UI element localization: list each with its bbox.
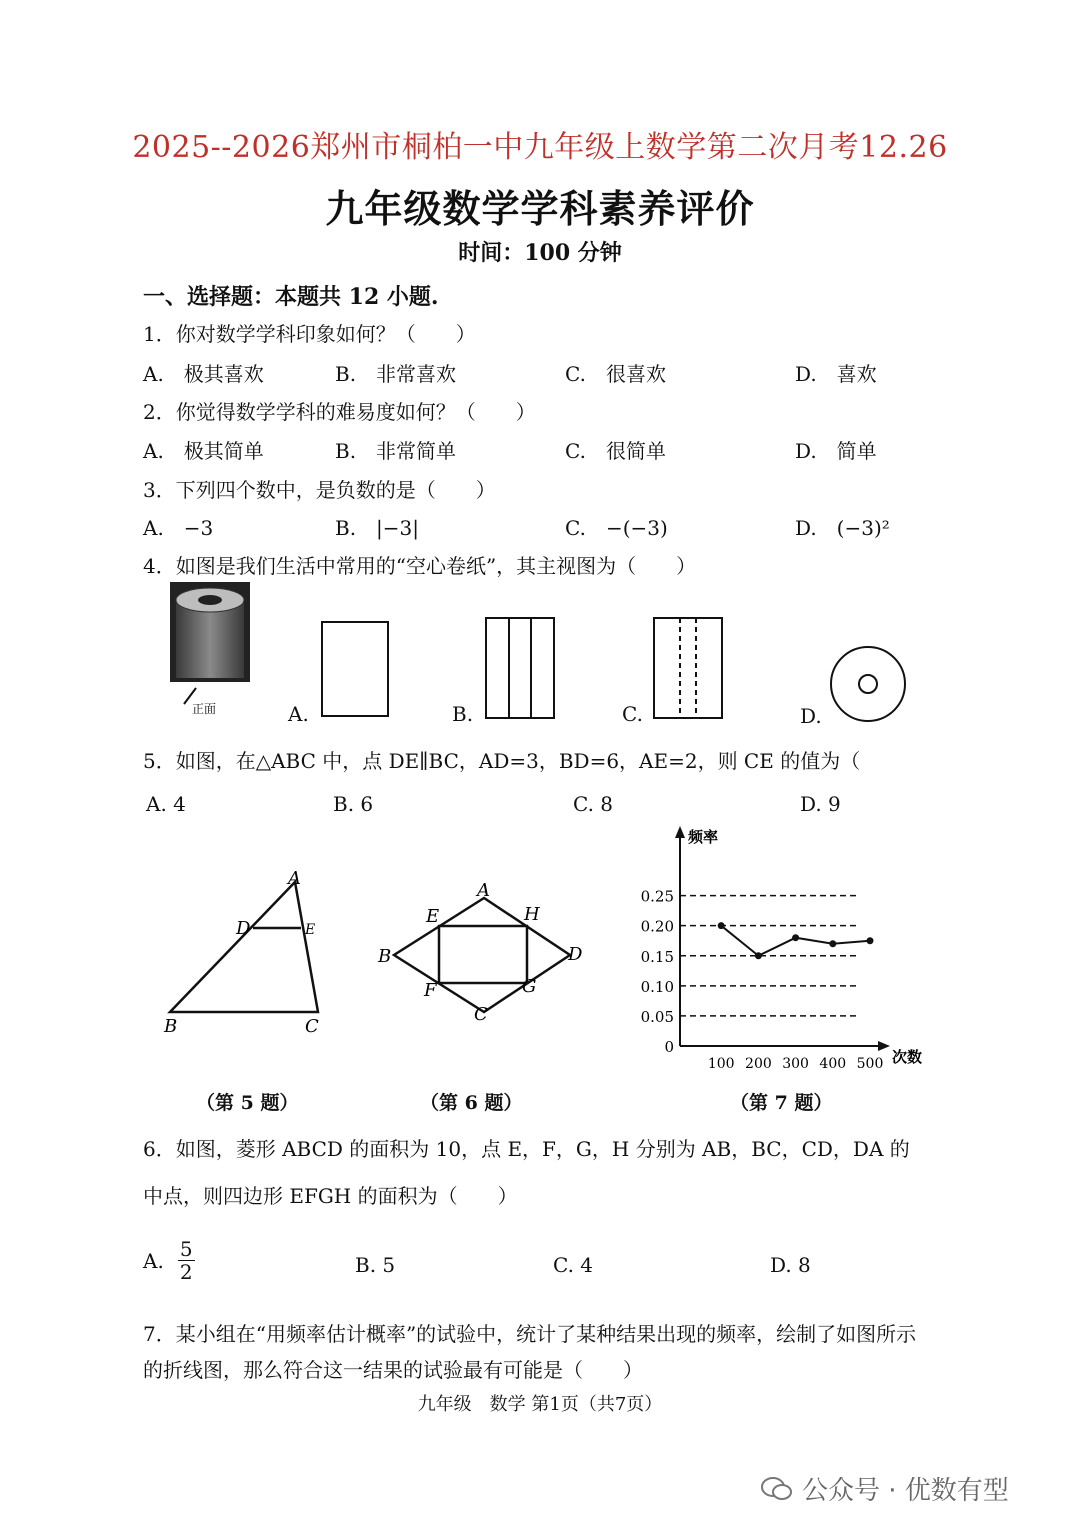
- q6-option-c: C. 4: [553, 1253, 594, 1277]
- q4-view-a: [320, 620, 392, 720]
- question-3-stem: 3．下列四个数中，是负数的是（ ）: [143, 478, 496, 502]
- toilet-roll-photo: [160, 578, 260, 718]
- q3-option-a: A. −3: [143, 516, 214, 540]
- question-5-stem: 5．如图，在△ABC 中，点 DE∥BC，AD=3，BD=6，AE=2，则 CE 的值为（: [143, 749, 861, 773]
- rectangle-efgh: [439, 926, 527, 983]
- q1-option-b: B. 非常喜欢: [335, 362, 457, 386]
- q6-option-b: B. 5: [355, 1253, 396, 1277]
- q4-option-b: B.: [452, 702, 474, 726]
- figure-7-chart: [630, 822, 930, 1072]
- q5-option-c: C. 8: [573, 792, 614, 816]
- y-tick-label: 0.15: [640, 947, 674, 966]
- q1-option-d: D. 喜欢: [795, 362, 877, 386]
- q4-view-b: [484, 616, 558, 720]
- photo-front-label: 正面: [192, 702, 217, 716]
- q4-option-a: A.: [288, 702, 309, 726]
- y-tick-label: 0.25: [640, 887, 674, 906]
- question-1-stem: 1．你对数学学科印象如何？（ ）: [143, 322, 476, 346]
- fig5-label-b: B: [164, 1016, 178, 1037]
- fig6-label-h: H: [524, 904, 540, 925]
- x-tick-label: 100: [707, 1056, 735, 1072]
- question-4-stem: 4．如图是我们生活中常用的“空心卷纸”，其主视图为（ ）: [143, 554, 697, 578]
- q4-view-d: [828, 644, 910, 726]
- q4-view-c: [652, 616, 726, 720]
- x-tick-label: 300: [782, 1056, 809, 1072]
- data-point: [792, 934, 799, 941]
- data-point: [867, 937, 874, 944]
- q2-option-b: B. 非常简单: [335, 439, 457, 463]
- q6-option-a-label: A.: [143, 1248, 164, 1273]
- red-title: 2025--2026郑州市桐柏一中九年级上数学第二次月考12.26: [132, 130, 948, 165]
- wechat-icon: [760, 1475, 794, 1503]
- rhombus-abcd: [394, 898, 570, 1012]
- page-footer: 九年级 数学 第1页（共7页）: [417, 1394, 663, 1415]
- fraction-denominator: 2: [179, 1260, 193, 1284]
- question-6-stem-line2: 中点，则四边形 EFGH 的面积为（ ）: [143, 1184, 518, 1208]
- x-tick-label: 200: [745, 1056, 772, 1072]
- y-tick-label: 0.10: [640, 977, 674, 996]
- x-axis-label: 次数: [892, 1048, 923, 1066]
- q2-option-d: D. 简单: [795, 439, 877, 463]
- data-point: [755, 952, 762, 959]
- watermark-text: 公众号 · 优数有型: [802, 1476, 1009, 1506]
- q2-option-c: C. 很简单: [565, 439, 666, 463]
- y-axis-arrow: [675, 826, 685, 838]
- fig6-label-e: E: [426, 906, 440, 927]
- question-7-stem-line2: 的折线图，那么符合这一结果的试验最有可能是（ ）: [143, 1358, 643, 1382]
- q1-option-c: C. 很喜欢: [565, 362, 666, 386]
- figure-6: [372, 876, 592, 1026]
- watermark: [760, 1470, 1009, 1507]
- fig6-label-g: G: [522, 976, 537, 997]
- question-6-stem-line1: 6．如图，菱形 ABCD 的面积为 10，点 E，F，G，H 分别为 AB，BC，CD，DA 的: [143, 1137, 910, 1161]
- exam-time: 时间：100 分钟: [458, 240, 622, 266]
- q4-option-d: D.: [800, 704, 822, 728]
- y-tick-label: 0: [664, 1038, 674, 1056]
- figure-5: [150, 860, 340, 1040]
- fig6-caption: （第 6 题）: [420, 1092, 523, 1114]
- x-axis-arrow: [878, 1041, 890, 1051]
- fig6-label-b: B: [378, 946, 392, 967]
- triangle-abc: [170, 882, 318, 1012]
- question-7-stem-line1: 7．某小组在“用频率估计概率”的试验中，统计了某种结果出现的频率，绘制了如图所示: [143, 1322, 917, 1346]
- fig6-label-f: F: [424, 980, 437, 1001]
- fig5-label-e: E: [305, 922, 316, 938]
- q1-option-a: A. 极其喜欢: [143, 362, 264, 386]
- fig5-label-c: C: [305, 1016, 319, 1037]
- question-2-stem: 2．你觉得数学学科的难易度如何？（ ）: [143, 400, 536, 424]
- fig6-label-c: C: [474, 1004, 488, 1025]
- q6-option-d: D. 8: [770, 1253, 811, 1277]
- fig5-label-a: A: [288, 868, 301, 889]
- x-tick-label: 400: [819, 1056, 847, 1072]
- page-title: 九年级数学学科素养评价: [325, 186, 755, 231]
- q3-option-b: B. |−3|: [335, 516, 420, 540]
- section-heading: 一、选择题：本题共 12 小题.: [143, 284, 439, 310]
- q3-option-d: D. (−3)²: [795, 516, 890, 540]
- q4-option-c: C.: [622, 702, 643, 726]
- q6-option-a: [143, 1238, 195, 1283]
- q6-option-a-fraction: [178, 1238, 195, 1283]
- q2-option-a: A. 极其简单: [143, 439, 264, 463]
- y-axis-label: 频率: [688, 828, 719, 846]
- q5-option-a: A. 4: [146, 792, 186, 816]
- fig6-label-a: A: [477, 880, 490, 901]
- data-point: [829, 940, 836, 947]
- y-tick-label: 0.20: [640, 917, 674, 936]
- x-tick-label: 500: [856, 1056, 884, 1072]
- fig6-label-d: D: [568, 944, 583, 965]
- q5-option-b: B. 6: [333, 792, 374, 816]
- q5-option-d: D. 9: [800, 792, 841, 816]
- fig7-caption: （第 7 题）: [730, 1092, 833, 1114]
- fig5-label-d: D: [236, 918, 251, 939]
- q3-option-c: C. −(−3): [565, 516, 668, 540]
- data-point: [718, 922, 725, 929]
- y-tick-label: 0.05: [640, 1007, 674, 1026]
- fig5-caption: （第 5 题）: [196, 1092, 299, 1114]
- fraction-numerator: 5: [179, 1237, 193, 1261]
